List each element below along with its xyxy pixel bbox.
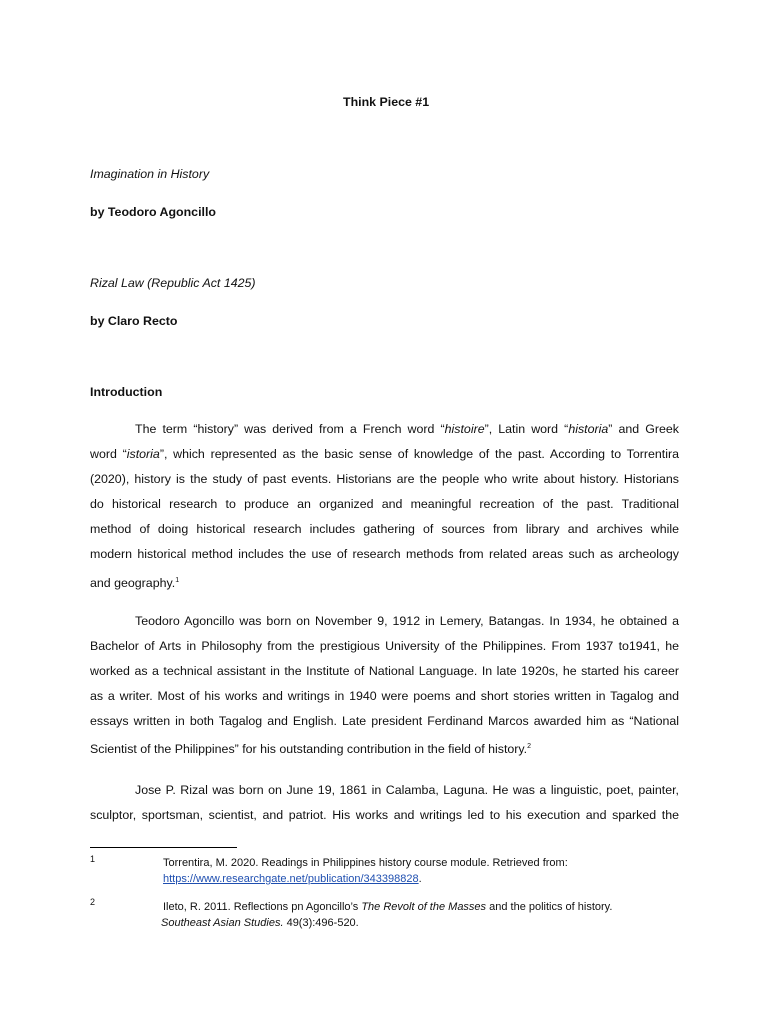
paragraph-2-line: Scientist of the Philippines” for his outstanding contribution in the field of history.$^2$: [90, 742, 532, 756]
paragraph-2-line: Bachelor of Arts in Philosophy from the prestigious University of the Philippines. From 1937 to1941, he: [90, 639, 679, 653]
footnote-1-line2: https://www.researchgate.net/publication/343398828.: [163, 873, 422, 885]
footnote-2-line2: Southeast Asian Studies. 49(3):496-520.: [161, 917, 359, 929]
entry-title-imagination: Imagination in History: [90, 167, 210, 181]
entry-author-recto: by Claro Recto: [90, 314, 178, 328]
paragraph-1-line: (2020), history is the study of past events. Historians are the people who write about history. Historians: [90, 472, 679, 486]
paragraph-1-line: The term “history” was derived from a French word “histoire”, Latin word “historia” and Greek: [135, 422, 679, 436]
paragraph-2-line: essays written in both Tagalog and English. Late president Ferdinand Marcos awarded him as “National: [90, 714, 679, 728]
paragraph-2-line: Teodoro Agoncillo was born on November 9, 1912 in Lemery, Batangas. In 1934, he obtained a: [135, 614, 679, 628]
footnote-1-text: Torrentira, M. 2020. Readings in Philippines history course module. Retrieved from:: [163, 857, 568, 869]
paragraph-2-line: as a writer. Most of his works and writings in 1940 were poems and short stories written in Tagalog and: [90, 689, 679, 703]
paragraph-3-line: sculptor, sportsman, scientist, and patriot. His works and writings led to his execution and sparked the: [90, 808, 679, 822]
footnote-number-1: 1: [90, 854, 96, 864]
paragraph-1-line: word “istoria”, which represented as the basic sense of knowledge of the past. According to Torrentira: [90, 447, 679, 461]
paragraph-1-line: method of doing historical research includes gathering of sources from library and archives while: [90, 522, 679, 536]
footnote-separator: [90, 847, 237, 848]
section-heading: Introduction: [90, 385, 163, 399]
document-title: Think Piece #1: [343, 95, 430, 109]
paragraph-1-line: modern historical method includes the use of research methods from related areas such as archeology: [90, 547, 679, 561]
paragraph-3-line: Jose P. Rizal was born on June 19, 1861 in Calamba, Laguna. He was a linguistic, poet, painter,: [135, 783, 679, 797]
footnote-number-2: 2: [90, 897, 96, 907]
paragraph-1-line: and geography.$^1$: [90, 576, 180, 590]
footnote-ref-2: 2: [527, 742, 532, 750]
entry-title-rizal-law: Rizal Law (Republic Act 1425): [90, 276, 256, 290]
paragraph-1-line: do historical research to produce an organized and meaningful recreation of the past. Traditional: [90, 497, 679, 511]
footnote-ref-1: 1: [175, 576, 180, 584]
paragraph-2-line: worked as a technical assistant in the Institute of National Language. In late 1920s, he started his career: [90, 664, 679, 678]
entry-author-agoncillo: by Teodoro Agoncillo: [90, 205, 216, 219]
footnote-1-link[interactable]: https://www.researchgate.net/publication/343398828: [163, 873, 419, 885]
footnote-2-text: Ileto, R. 2011. Reflections pn Agoncillo’s The Revolt of the Masses and the politics of history.: [163, 901, 613, 913]
